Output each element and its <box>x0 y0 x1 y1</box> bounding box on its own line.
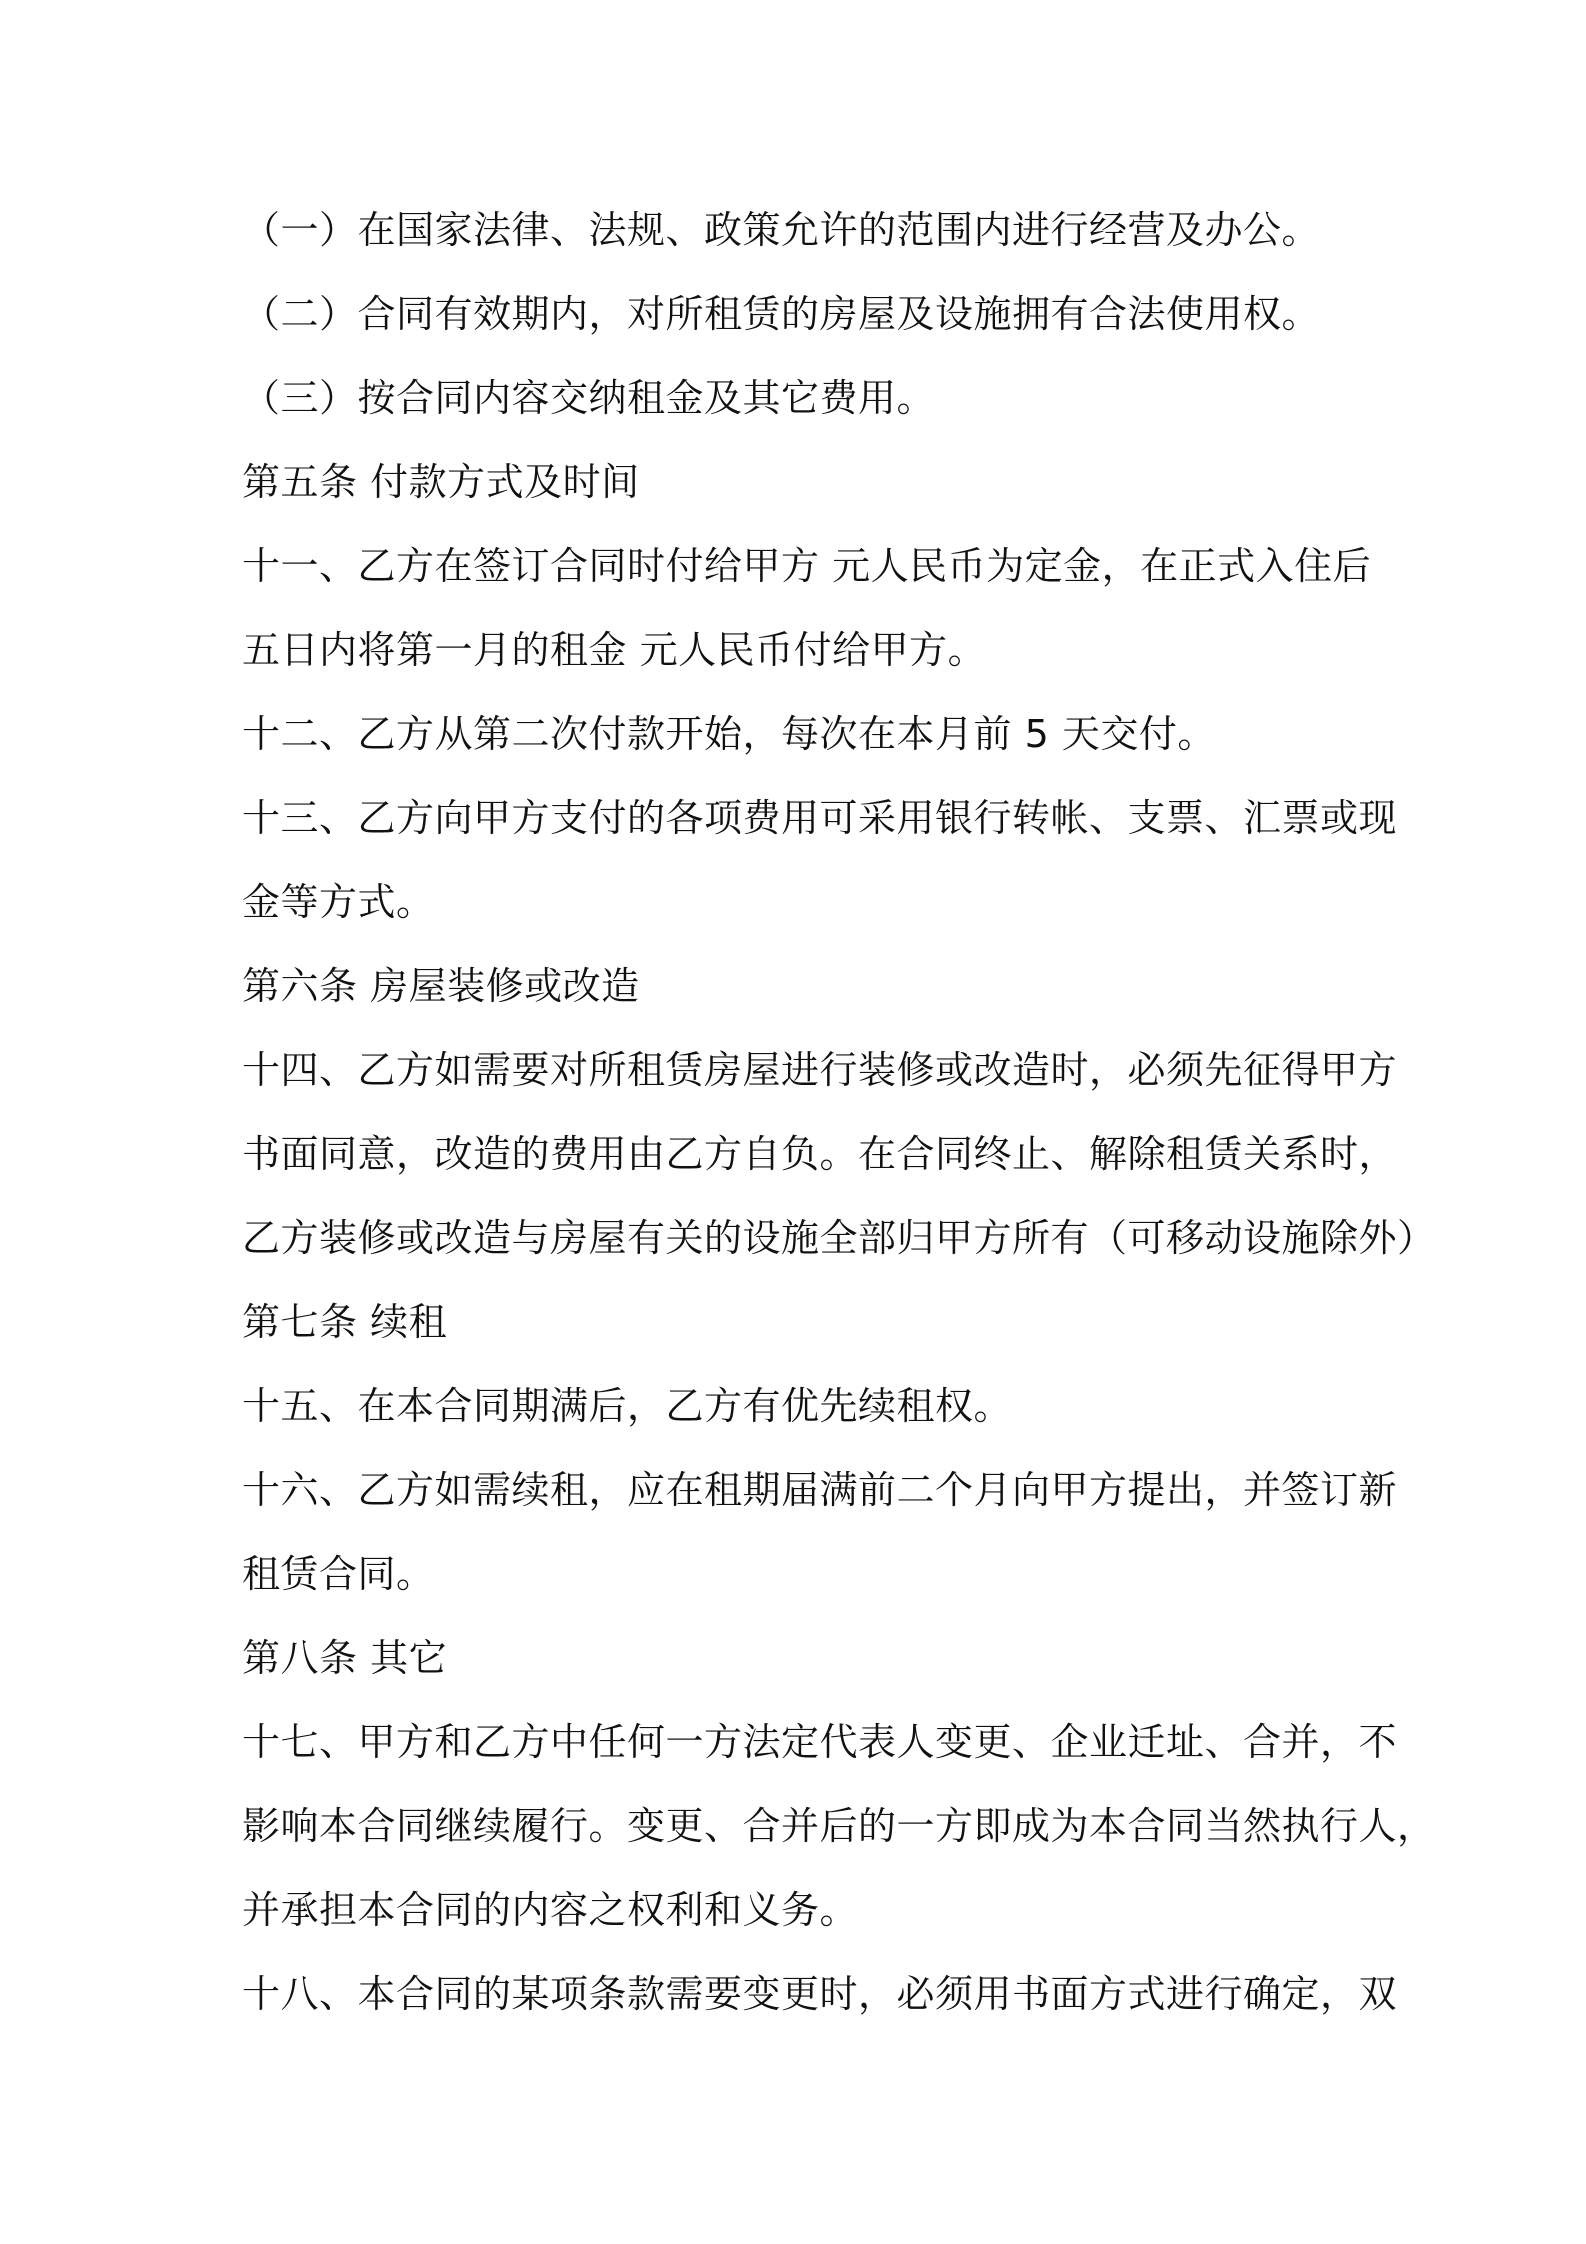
article-7-heading: 第七条 续租 <box>242 1300 448 1344</box>
clause-15: 十五、在本合同期满后，乙方有优先续租权。 <box>242 1384 1013 1428</box>
clause-14-line-3: 乙方装修或改造与房屋有关的设施全部归甲方所有（可移动设施除外） <box>242 1216 1436 1260</box>
clause-13-line-1: 十三、乙方向甲方支付的各项费用可采用银行转帐、支票、汇票或现 <box>242 796 1398 840</box>
clause-11-line-1: 十一、乙方在签订合同时付给甲方 元人民币为定金，在正式入住后 <box>242 544 1372 588</box>
clause-18-line-1: 十八、本合同的某项条款需要变更时，必须用书面方式进行确定，双 <box>242 1972 1398 2016</box>
clause-16-line-2: 租赁合同。 <box>242 1552 435 1596</box>
clause-13-line-2: 金等方式。 <box>242 880 435 924</box>
clause-17-line-1: 十七、甲方和乙方中任何一方法定代表人变更、企业迁址、合并，不 <box>242 1720 1398 1764</box>
clause-11-line-2: 五日内将第一月的租金 元人民币付给甲方。 <box>242 628 987 672</box>
clause-12: 十二、乙方从第二次付款开始，每次在本月前 5 天交付。 <box>242 712 1216 756</box>
clause-item-3: （三）按合同内容交纳租金及其它费用。 <box>242 376 936 420</box>
clause-16-line-1: 十六、乙方如需续租，应在租期届满前二个月向甲方提出，并签订新 <box>242 1468 1398 1512</box>
article-5-heading: 第五条 付款方式及时间 <box>242 460 640 504</box>
clause-17-line-3: 并承担本合同的内容之权利和义务。 <box>242 1888 859 1932</box>
clause-14-line-2: 书面同意，改造的费用由乙方自负。在合同终止、解除租赁关系时， <box>242 1132 1398 1176</box>
clause-item-1: （一）在国家法律、法规、政策允许的范围内进行经营及办公。 <box>242 208 1321 252</box>
clause-item-2: （二）合同有效期内，对所租赁的房屋及设施拥有合法使用权。 <box>242 292 1321 336</box>
clause-17-line-2: 影响本合同继续履行。变更、合并后的一方即成为本合同当然执行人， <box>242 1804 1436 1848</box>
article-8-heading: 第八条 其它 <box>242 1636 448 1680</box>
article-6-heading: 第六条 房屋装修或改造 <box>242 964 640 1008</box>
clause-14-line-1: 十四、乙方如需要对所租赁房屋进行装修或改造时，必须先征得甲方 <box>242 1048 1398 1092</box>
